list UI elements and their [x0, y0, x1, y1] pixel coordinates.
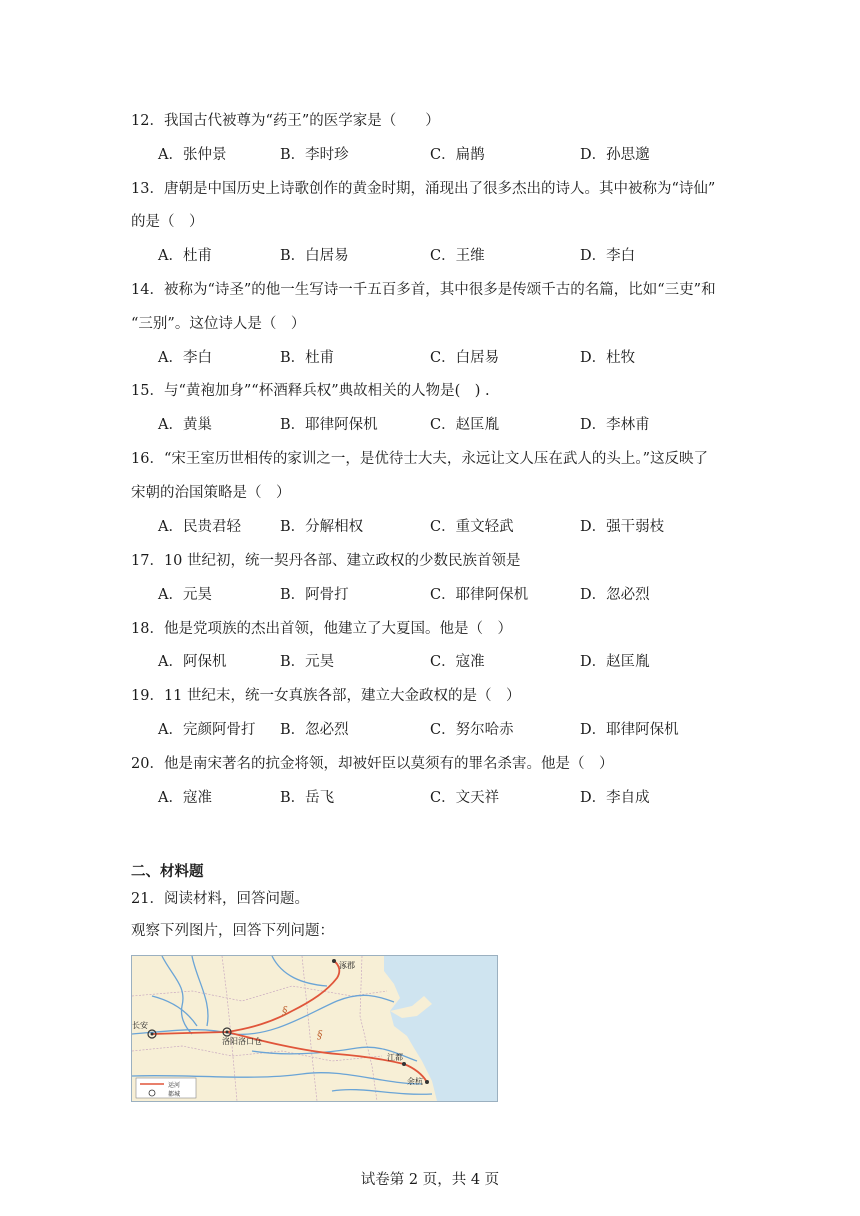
options-19	[158, 720, 718, 740]
option-c: C．文天祥	[430, 790, 500, 806]
option-c: C．重文轻武	[430, 519, 514, 535]
option-a: A．元昊	[158, 587, 212, 603]
options-17	[158, 585, 718, 605]
option-b: B．岳飞	[280, 790, 335, 806]
option-d: D．杜牧	[580, 350, 636, 366]
options-14	[158, 348, 718, 368]
jiangdu-dot	[402, 1062, 406, 1066]
options-15	[158, 415, 718, 435]
canal-label-glyph: §	[317, 1028, 323, 1041]
options-16	[158, 517, 718, 537]
option-a: A．寇准	[158, 790, 212, 806]
question-20: 20．他是南宋著名的抗金将领，却被奸臣以莫须有的罪名杀害。他是（ ）	[131, 756, 614, 772]
option-d: D．李林甫	[580, 417, 650, 433]
options-12	[158, 145, 718, 165]
changan-label: 长安	[132, 1021, 148, 1030]
section-title: 二、材料题	[131, 864, 204, 880]
option-c: C．耶律阿保机	[430, 587, 529, 603]
options-18	[158, 652, 718, 672]
page-footer: 试卷第 2 页，共 4 页	[360, 1172, 500, 1188]
legend-box	[136, 1078, 196, 1098]
option-c: C．努尔哈赤	[430, 722, 514, 738]
option-b: B．阿骨打	[280, 587, 349, 603]
option-c: C．王维	[430, 248, 485, 264]
luoyang-dot	[226, 1031, 229, 1034]
option-c: C．扁鹊	[430, 147, 485, 163]
canal-label-glyph: §	[282, 1004, 288, 1017]
legend-canal-label: 运河	[168, 1082, 181, 1089]
option-a: A．民贵君轻	[158, 519, 241, 535]
option-a: A．李白	[158, 350, 212, 366]
yuhang-dot	[425, 1080, 429, 1084]
map-svg	[132, 956, 497, 1101]
grand-canal-map	[131, 955, 498, 1102]
question-21: 21．阅读材料，回答问题。	[131, 891, 309, 907]
question-13: 13．唐朝是中国历史上诗歌创作的黄金时期，涌现出了很多杰出的诗人。其中被称为“诗仙”	[131, 181, 716, 197]
option-d: D．强干弱枝	[580, 519, 665, 535]
question-19: 19．11 世纪末，统一女真族各部，建立大金政权的是（ ）	[131, 688, 521, 704]
option-c: C．寇准	[430, 654, 485, 670]
option-b: B．分解相权	[280, 519, 364, 535]
option-d: D．孙思邈	[580, 147, 650, 163]
question-13-cont: 的是（ ）	[131, 214, 204, 230]
jiangdu-label: 江都	[387, 1053, 403, 1062]
option-b: B．忽必烈	[280, 722, 349, 738]
option-b: B．耶律阿保机	[280, 417, 378, 433]
option-a: A．黄巢	[158, 417, 212, 433]
option-d: D．李自成	[580, 790, 650, 806]
sea-area	[384, 956, 497, 1101]
option-d: D．李白	[580, 248, 636, 264]
option-c: C．白居易	[430, 350, 500, 366]
rivers	[132, 956, 432, 1094]
question-14: 14．被称为“诗圣”的他一生写诗一千五百多首，其中很多是传颂千古的名篇，比如“三吏”和	[131, 282, 716, 298]
option-d: D．耶律阿保机	[580, 722, 679, 738]
option-d: D．忽必烈	[580, 587, 650, 603]
legend-capital-label: 都城	[168, 1091, 181, 1098]
zhuojun-dot	[332, 959, 336, 963]
option-c: C．赵匡胤	[430, 417, 500, 433]
question-18: 18．他是党项族的杰出首领，他建立了大夏国。他是（ ）	[131, 621, 512, 637]
option-d: D．赵匡胤	[580, 654, 650, 670]
option-a: A．阿保机	[158, 654, 227, 670]
option-a: A．完颜阿骨打	[158, 722, 256, 738]
options-20	[158, 788, 718, 808]
option-b: B．白居易	[280, 248, 349, 264]
luoyang-label: 洛阳洛口仓	[222, 1037, 262, 1046]
option-b: B．李时珍	[280, 147, 349, 163]
question-17: 17．10 世纪初，统一契丹各部、建立政权的少数民族首领是	[131, 553, 521, 569]
question-12: 12．我国古代被尊为“药王”的医学家是（ ）	[131, 113, 440, 129]
option-a: A．张仲景	[158, 147, 227, 163]
question-15: 15．与“黄袍加身”“杯酒释兵权”典故相关的人物是( ) .	[131, 383, 490, 399]
yuhang-label: 余杭	[407, 1077, 423, 1086]
zhuojun-label: 涿郡	[339, 961, 355, 970]
option-b: B．元昊	[280, 654, 335, 670]
question-16-cont: 宋朝的治国策略是（ ）	[131, 485, 291, 501]
options-13	[158, 246, 718, 266]
question-14-cont: “三别”。这位诗人是（ ）	[131, 316, 306, 332]
changan-dot	[151, 1033, 154, 1036]
question-16: 16．“宋王室历世相传的家训之一，是优待士大夫，永远让文人压在武人的头上。”这反映了	[131, 451, 709, 467]
option-b: B．杜甫	[280, 350, 335, 366]
instruction: 观察下列图片，回答下列问题：	[131, 923, 334, 939]
option-a: A．杜甫	[158, 248, 212, 264]
